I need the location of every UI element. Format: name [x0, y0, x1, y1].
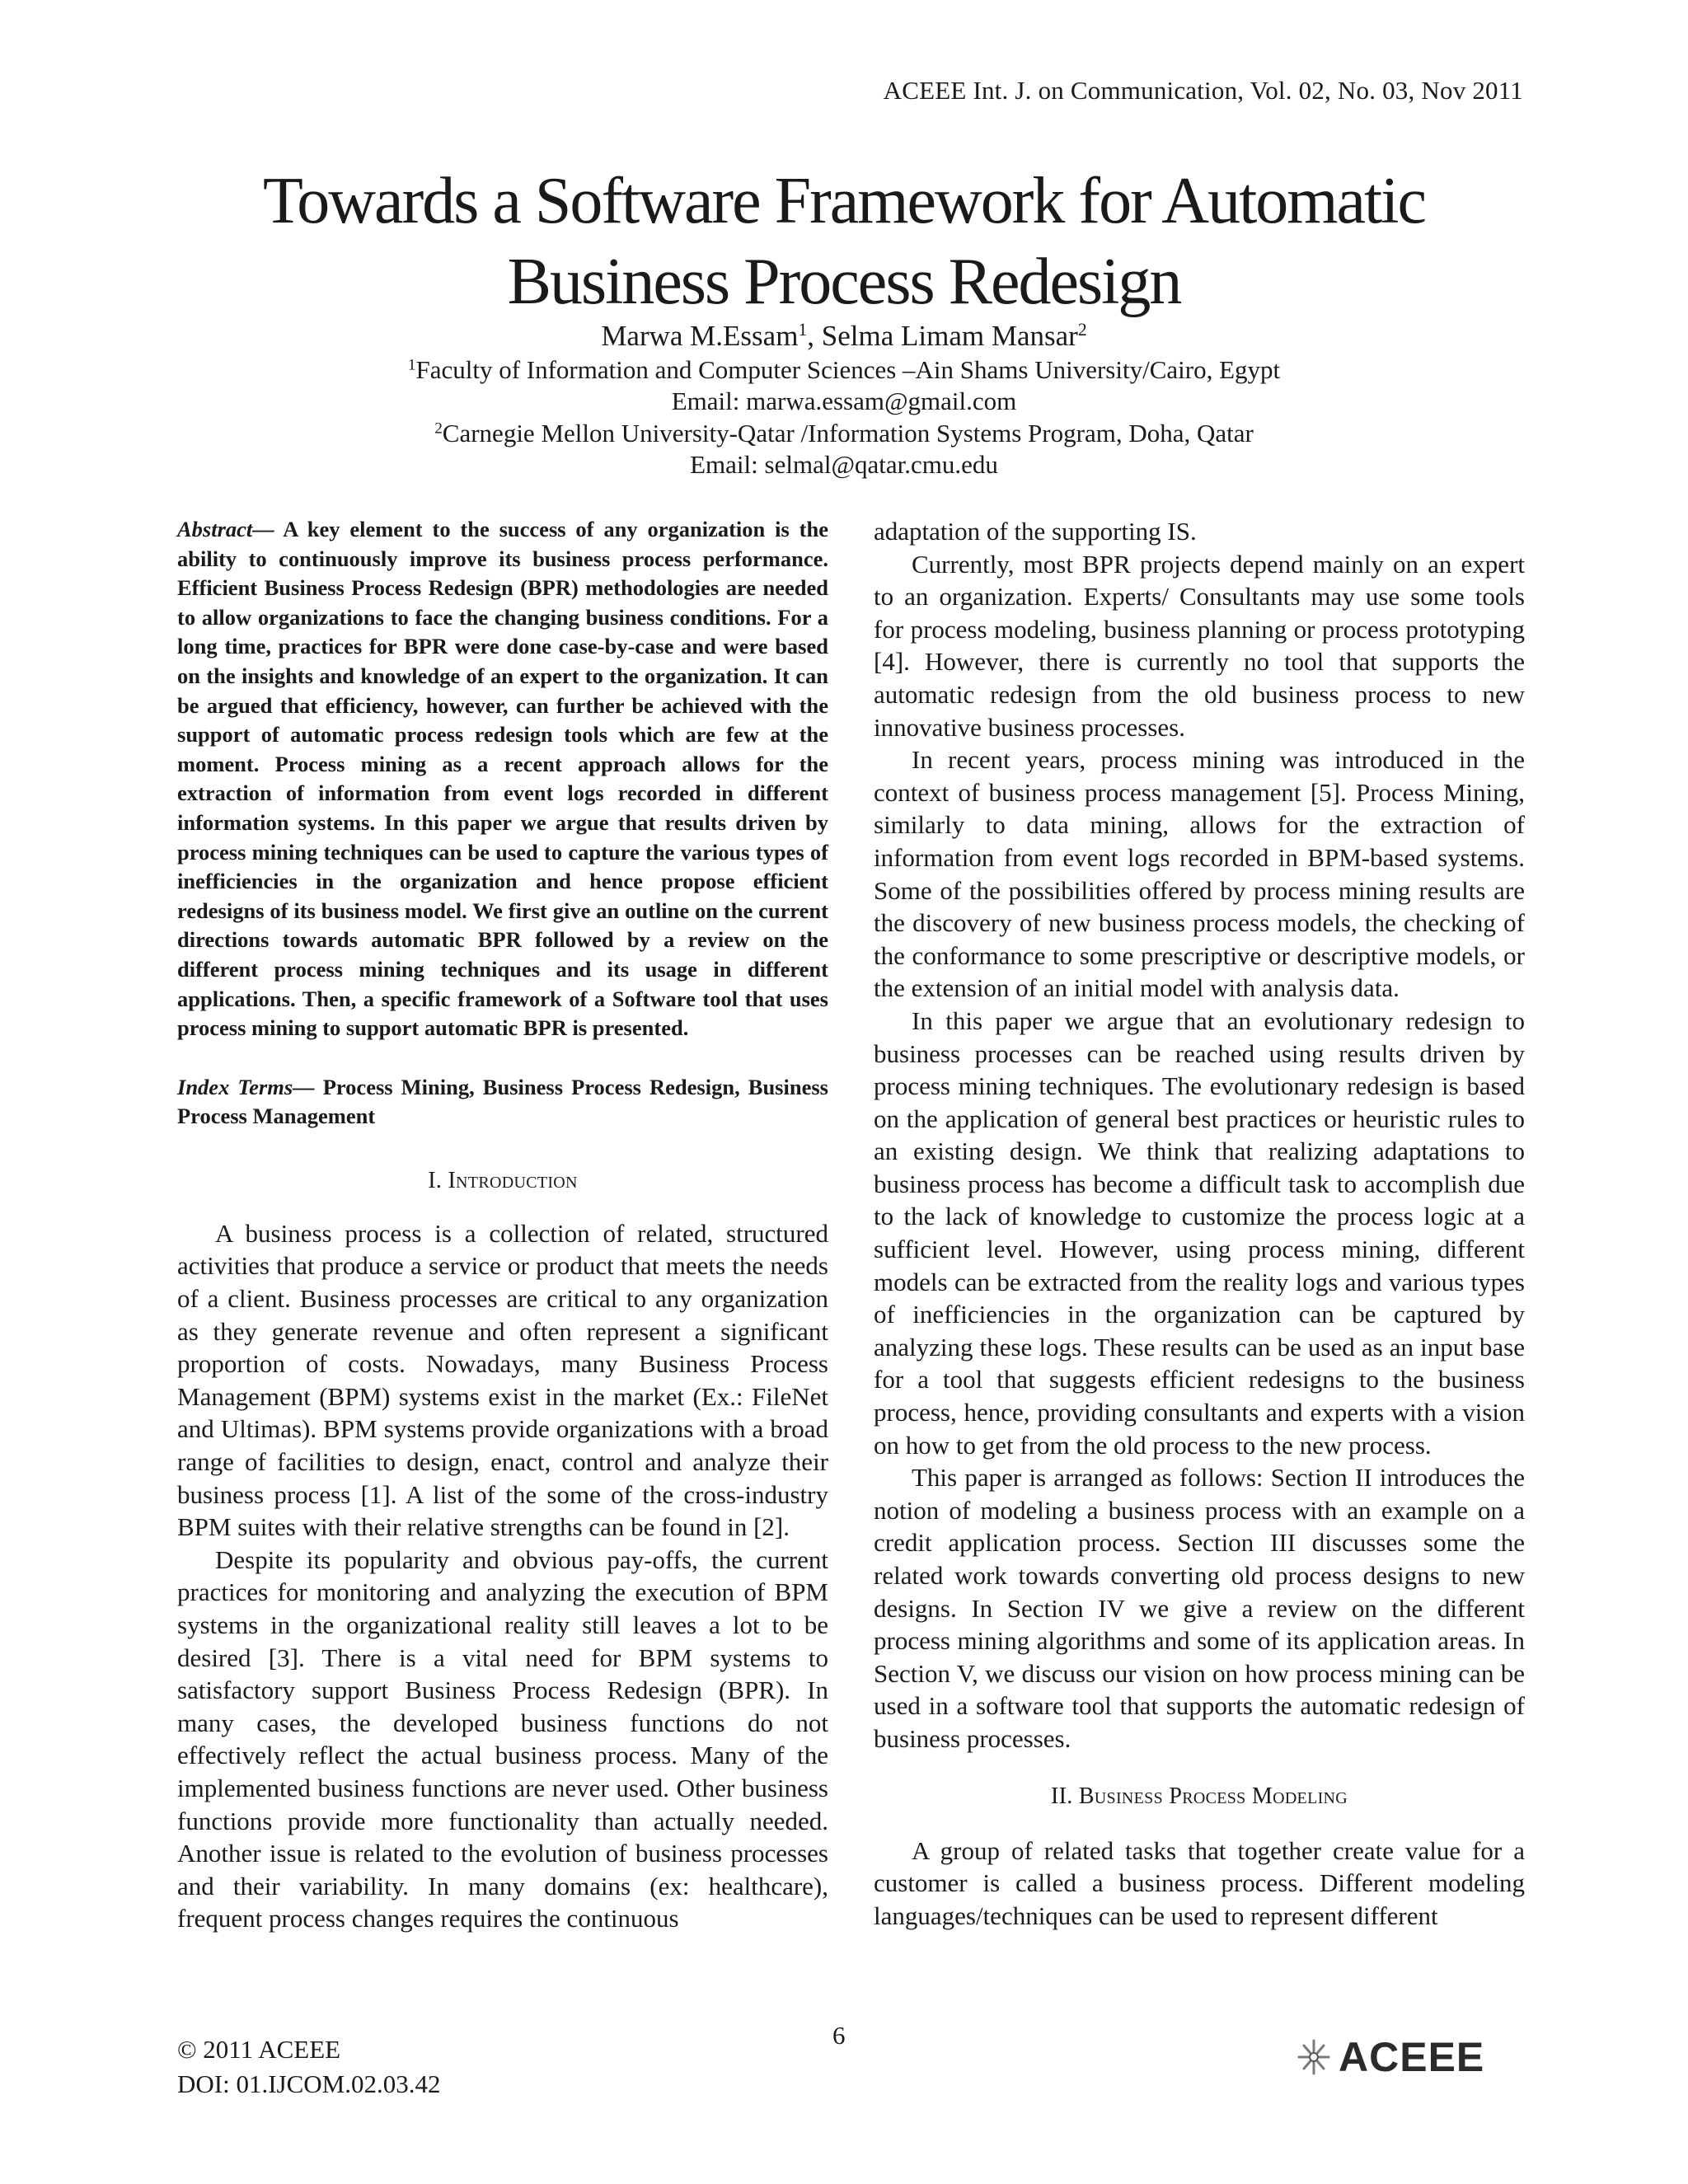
footer-info [177, 2032, 440, 2102]
affiliation-2 [0, 418, 1688, 449]
section-heading-introduction [177, 1168, 828, 1194]
running-head: ACEEE Int. J. on Communication, Vol. 02, No. 03, Nov 2011 [883, 76, 1523, 105]
author-2: Selma Limam Mansar [821, 320, 1078, 352]
affiliation-1 [0, 354, 1688, 386]
aceee-logo [1292, 2032, 1523, 2082]
author-2-affil-mark: 2 [1077, 320, 1087, 340]
author-separator: , [807, 320, 822, 352]
affiliation-2-mark: 2 [434, 419, 443, 438]
section-2-number: II. [1050, 1783, 1079, 1809]
right-paragraph-3: In this paper we argue that an evolutionary redesign to business processes can be reached using results driven by process mining techniques. The evolutionary redesign is based on the application of general best practices or heuristic rules to an existing design. We think that realizing adaptations to business process has become a difficult task to accomplish due to the lack of knowledge to customize the process logic at a sufficient level. However, using process mining, different models can be extracted from the reality logs and various types of inefficiencies in the organization can be captured by analyzing these logs. These results can be used as an input base for a tool that suggests efficient redesigns to the business process, hence, providing consultants and experts with a vision on how to get from the old process to the new process. [874, 1005, 1525, 1460]
right-paragraph-1: Currently, most BPR projects depend mainly on an expert to an organization. Experts/ Consultants may use some tools for process modeling, business planning or process prototyping [4]. However, there is currently no tool that supports the automatic redesign from the old business process to new innovative business processes. [874, 549, 1525, 742]
title-line-2: Business Process Redesign [507, 246, 1181, 318]
index-terms-text: Process Mining, Business Process Redesign, Business Process Management [177, 1074, 828, 1129]
affiliation-2-text: Carnegie Mellon University-Qatar /Information Systems Program, Doha, Qatar [442, 419, 1254, 448]
intro-paragraph-2: Despite its popularity and obvious pay-offs, the current practices for monitoring and analyzing the execution of BPM systems in the organizational reality still leaves a lot to be desired [3]. There is a vital need for BPM systems to satisfactory support Business Process Redesign (BPR). In many cases, the developed business functions do not effectively reflect the actual business process. Many of the implemented business functions are never used. Other business functions provide more functionality than actually needed. Another issue is related to the evolution of business processes and their variability. In many domains (ex: healthcare), frequent process changes requires the continuous [177, 1544, 828, 1933]
affiliation-2-email: Email: selmal@qatar.cmu.edu [690, 450, 998, 479]
author-1: Marwa M.Essam [601, 320, 799, 352]
bpm-paragraph-1: A group of related tasks that together create value for a customer is called a business process. Different modeling languages/techniques can be used to represent different [874, 1835, 1525, 1930]
right-paragraph-4: This paper is arranged as follows: Section II introduces the notion of modeling a business process with an example on a credit application process. Section III discusses some the related work towards converting old process designs to new designs. In Section IV we give a review on the different process mining algorithms and some of its application areas. In Section V, we discuss our vision on how process mining can be used in a software tool that supports the automatic redesign of business processes. [874, 1463, 1525, 1753]
affiliation-1-mark: 1 [407, 356, 416, 374]
paper-title [0, 161, 1688, 322]
index-terms-lead: Index Terms— [177, 1074, 315, 1099]
section-2-title: Business Process Modeling [1078, 1783, 1348, 1809]
abstract-text: A key element to the success of any organization is the ability to continuously improve its business process performance. Efficient Business Process Redesign (BPR) methodologies are needed to allow organizations to face the changing business conditions. For a long time, practices for BPR were done case-by-case and were based on the insights and knowledge of an expert to the organization. It can be argued that efficiency, however, can further be achieved with the support of automatic process redesign tools which are few at the moment. Process mining as a recent approach allows for the extraction of information from event logs recorded in different information systems. In this paper we argue that results driven by process mining techniques can be used to capture the various types of inefficiencies in the organization and hence propose efficient redesigns of its business model. We first give an outline on the current directions towards automatic BPR followed by a review on the different process mining techniques and its usage in different applications. Then, a specific framework of a Software tool that uses process mining to support automatic BPR is presented. [177, 517, 828, 1041]
author-1-affil-mark: 1 [798, 320, 808, 340]
abstract [177, 515, 828, 1043]
page-number: 6 [832, 2021, 846, 2050]
right-paragraph-2: In recent years, process mining was introduced in the context of business process management [5]. Process Mining, similarly to data mining, allows for the extraction of information from event logs recorded in BPM-based systems. Some of the possibilities offered by process mining results are the discovery of new business process models, the checking of the conformance to some prescriptive or descriptive models, or the extension of an initial model with analysis data. [874, 745, 1525, 1003]
logo-text: ACEEE [1339, 2034, 1485, 2080]
continuation-line: adaptation of the supporting IS. [874, 517, 1197, 546]
affiliation-1-email: Email: marwa.essam@gmail.com [671, 387, 1017, 415]
intro-paragraph-1: A business process is a collection of related, structured activities that produce a service or product that meets the needs of a client. Business processes are critical to any organization as they generate revenue and often represent a significant proportion of costs. Nowadays, many Business Process Management (BPM) systems exist in the market (Ex.: FileNet and Ultimas). BPM systems provide organizations with a broad range of facilities to design, enact, control and analyze their business process [1]. A list of the some of the cross-industry BPM suites with their relative strengths can be found in [2]. [177, 1218, 828, 1542]
abstract-lead: Abstract— [177, 517, 274, 541]
doi: DOI: 01.IJCOM.02.03.42 [177, 2069, 441, 2098]
author-list [0, 319, 1688, 354]
copyright: © 2011 ACEEE [177, 2035, 341, 2064]
star-icon [1292, 2036, 1335, 2079]
section-1-number: I. [428, 1167, 448, 1193]
section-1-title: Introduction [448, 1167, 578, 1193]
title-line-1: Towards a Software Framework for Automatic [263, 165, 1425, 237]
index-terms [177, 1073, 828, 1132]
affiliation-1-text: Faculty of Information and Computer Sciences –Ain Shams University/Cairo, Egypt [415, 355, 1281, 384]
right-column [874, 515, 1525, 1932]
left-column [177, 515, 828, 1935]
section-heading-bpm [874, 1783, 1525, 1810]
